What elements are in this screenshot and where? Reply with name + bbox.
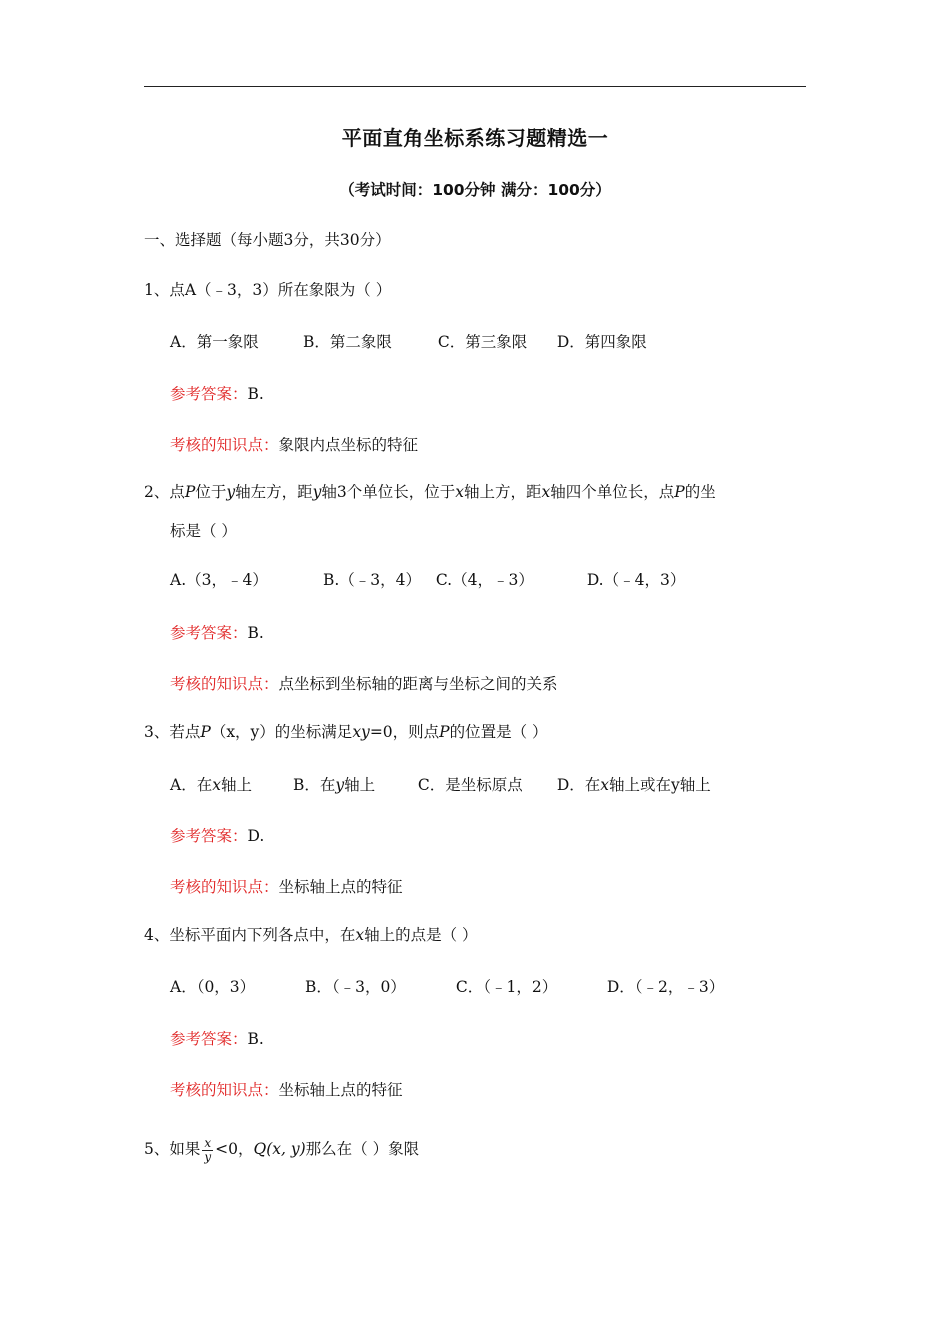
question-1-options [170, 331, 647, 353]
q2-text: 轴3个单位长，位于 [321, 483, 456, 501]
knowledge-label: 考核的知识点： [170, 878, 279, 896]
answer-label: 参考答案： [170, 1030, 248, 1048]
question-1-knowledge [170, 434, 418, 456]
knowledge-value: 点坐标到坐标轴的距离与坐标之间的关系 [278, 675, 558, 693]
q4-var: x [355, 926, 365, 944]
answer-label: 参考答案： [170, 827, 248, 845]
q3-var: P [200, 723, 211, 741]
q3-var: xy [352, 723, 370, 741]
q2-var: P [674, 483, 685, 501]
q2-text: 轴四个单位长，点 [550, 483, 675, 501]
option-a: A.（3，﹣4） [170, 571, 268, 589]
answer-label: 参考答案： [170, 385, 248, 403]
q2-var: x [541, 483, 551, 501]
header-rule [144, 86, 806, 87]
q2-text: 的坐 [684, 483, 716, 501]
answer-value: D. [247, 827, 265, 845]
option-b: B.（﹣3，4） [322, 571, 421, 589]
option-b [293, 774, 413, 796]
option-text: 轴上 [220, 776, 252, 794]
option-d: D．第四象限 [556, 333, 647, 351]
option-a: A．（0，3） [170, 978, 256, 996]
option-a [170, 774, 288, 796]
question-5 [144, 1134, 419, 1164]
option-c: C．第三象限 [437, 333, 528, 351]
question-1-answer [170, 383, 264, 405]
knowledge-label: 考核的知识点： [170, 675, 279, 693]
q2-var: P [184, 483, 196, 501]
question-4-options [170, 976, 724, 998]
question-2-continuation: 标是（ ） [170, 522, 237, 540]
knowledge-value: 坐标轴上点的特征 [278, 1081, 403, 1099]
answer-value: B. [247, 624, 264, 642]
answer-value: B. [247, 1030, 264, 1048]
option-c: C.（4，﹣3） [435, 571, 534, 589]
option-b: B．（﹣3，0） [304, 978, 406, 996]
option-text: 轴上 [344, 776, 376, 794]
page-title: 平面直角坐标系练习题精选一 [341, 126, 609, 150]
option-var: y [335, 776, 345, 794]
question-2-knowledge [170, 673, 558, 695]
question-3-answer [170, 825, 264, 847]
option-var: x [212, 776, 221, 794]
fraction-numerator: x [204, 1135, 212, 1150]
option-text: D．在 [556, 776, 601, 794]
question-4-answer [170, 1028, 264, 1050]
question-3 [144, 721, 548, 743]
q2-text: 轴上方，距 [464, 483, 542, 501]
q5-text: <0， [215, 1140, 254, 1158]
q3-text: =0，则点 [369, 723, 440, 741]
question-1: 1、点A（﹣3，3）所在象限为（ ） [144, 281, 392, 299]
q3-var: P [439, 723, 450, 741]
q4-text: 4、坐标平面内下列各点中，在 [144, 926, 356, 944]
question-2-options [170, 569, 685, 591]
q2-text: 轴左方，距 [235, 483, 313, 501]
q3-text: （x，y）的坐标满足 [210, 723, 353, 741]
option-b: B．第二象限 [302, 333, 392, 351]
option-c: C．（﹣1，2） [455, 978, 558, 996]
option-d: D．（﹣2，﹣3） [606, 978, 725, 996]
question-3-options [170, 774, 711, 796]
answer-value: B. [247, 385, 264, 403]
knowledge-label: 考核的知识点： [170, 1081, 279, 1099]
q5-text: 那么在（ ）象限 [305, 1140, 420, 1158]
q5-text: 5、如果 [144, 1140, 201, 1158]
q4-text: 轴上的点是（ ） [364, 926, 478, 944]
option-c: C．是坐标原点 [417, 776, 523, 794]
exam-info: （考试时间：100分钟 满分：100分） [339, 181, 611, 199]
option-var: x [600, 776, 609, 794]
q5-expression: Q(x, y) [253, 1140, 306, 1158]
option-d [557, 774, 711, 796]
q3-text: 3、若点 [144, 723, 201, 741]
question-3-knowledge [170, 876, 403, 898]
q2-var: x [455, 483, 464, 501]
q2-text: 2、点 [144, 483, 185, 501]
question-4-knowledge [170, 1079, 403, 1101]
option-text: B．在 [292, 776, 336, 794]
knowledge-value: 坐标轴上点的特征 [278, 878, 403, 896]
option-a: A．第一象限 [170, 333, 259, 351]
fraction-denominator: y [204, 1149, 212, 1164]
q2-var: y [312, 483, 322, 501]
q2-text: 位于 [195, 483, 227, 501]
question-2-answer [170, 622, 264, 644]
question-2 [144, 481, 716, 503]
q2-var: y [226, 483, 236, 501]
section-heading: 一、选择题（每小题3分，共30分） [144, 231, 391, 249]
knowledge-label: 考核的知识点： [170, 436, 279, 454]
knowledge-value: 象限内点坐标的特征 [278, 436, 419, 454]
option-text: 轴上或在y轴上 [609, 776, 711, 794]
fraction [202, 1137, 213, 1164]
question-4 [144, 924, 478, 946]
answer-label: 参考答案： [170, 624, 248, 642]
q3-text: 的位置是（ ） [449, 723, 548, 741]
option-d: D.（﹣4，3） [586, 571, 686, 589]
option-text: A．在 [170, 776, 213, 794]
